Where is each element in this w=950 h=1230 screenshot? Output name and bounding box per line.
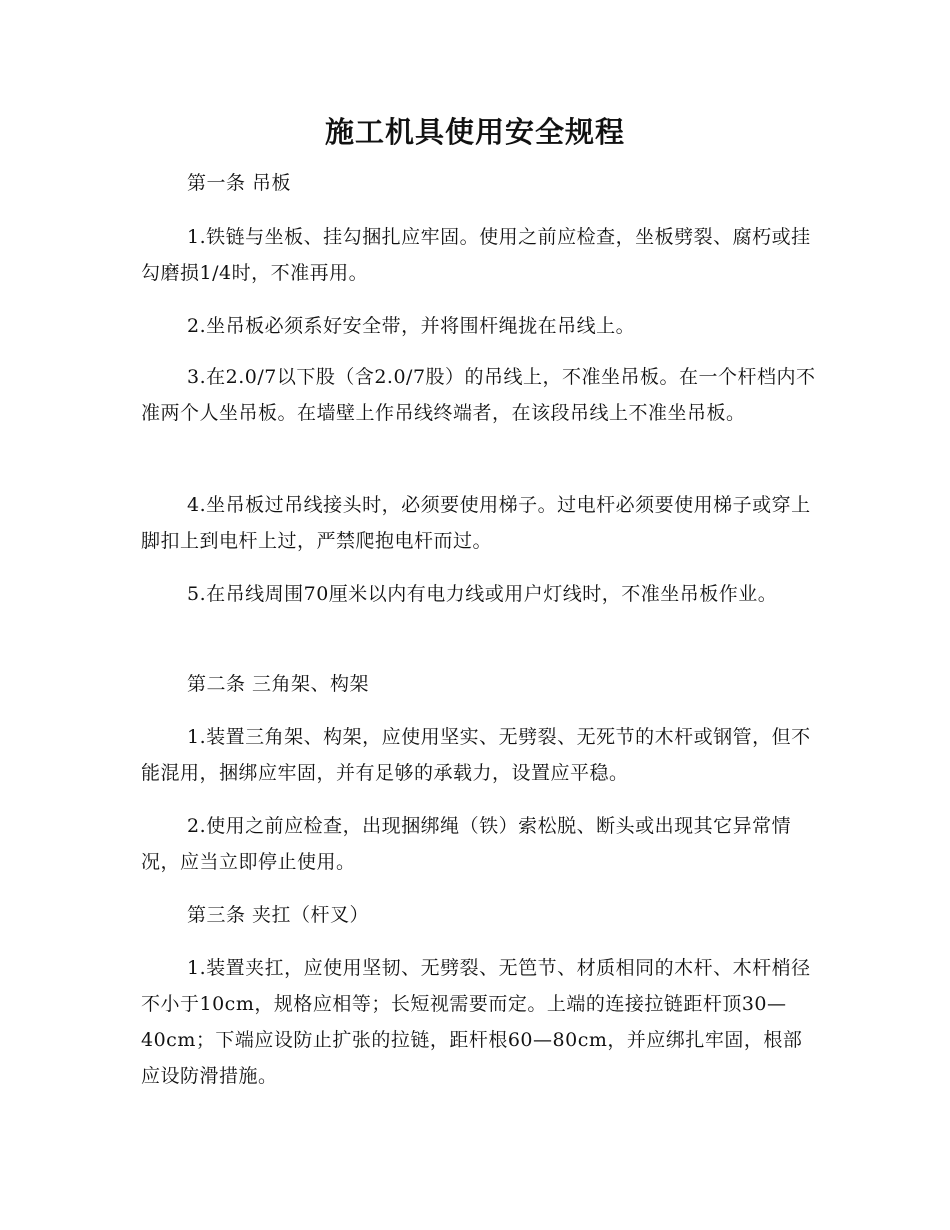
paragraph-2-2: 2.使用之前应检查，出现捆绑绳（铁）索松脱、断头或出现其它异常情况，应当立即停止使用。	[141, 815, 792, 873]
paragraph-3-1: 1.装置夹扛，应使用坚韧、无劈裂、无笆节、材质相同的木杆、木杆梢径不小于10cm，规格应相等；长短视需要而定。上端的连接拉链距杆顶30—40cm；下端应设防止扩张的拉链，距杆根60—80cm，并应绑扎牢固，根部应设防滑措施。	[141, 957, 811, 1087]
paragraph-1-5: 5.在吊线周围70厘米以内有电力线或用户灯线时，不准坐吊板作业。	[187, 583, 778, 605]
section-heading-3: 第三条 夹扛（杆叉）	[187, 904, 370, 926]
section-heading-2: 第二条 三角架、构架	[187, 673, 370, 695]
paragraph-1-4: 4.坐吊板过吊线接头时，必须要使用梯子。过电杆必须要使用梯子或穿上脚扣上到电杆上过，严禁爬抱电杆而过。	[141, 494, 811, 552]
paragraph-1-1: 1.铁链与坐板、挂勾捆扎应牢固。使用之前应检查，坐板劈裂、腐朽或挂勾磨损1/4时，不准再用。	[141, 226, 811, 284]
section-heading-1: 第一条 吊板	[187, 172, 292, 194]
paragraph-1-3: 3.在2.0/7以下股（含2.0/7股）的吊线上，不准坐吊板。在一个杆档内不准两个人坐吊板。在墙壁上作吊线终端者，在该段吊线上不准坐吊板。	[141, 366, 816, 424]
paragraph-1-2: 2.坐吊板必须系好安全带，并将围杆绳拢在吊线上。	[187, 315, 636, 337]
paragraph-2-1: 1.装置三角架、构架，应使用坚实、无劈裂、无死节的木杆或钢管，但不能混用，捆绑应牢固，并有足够的承载力，设置应平稳。	[141, 726, 811, 784]
document-title: 施工机具使用安全规程	[324, 115, 625, 149]
